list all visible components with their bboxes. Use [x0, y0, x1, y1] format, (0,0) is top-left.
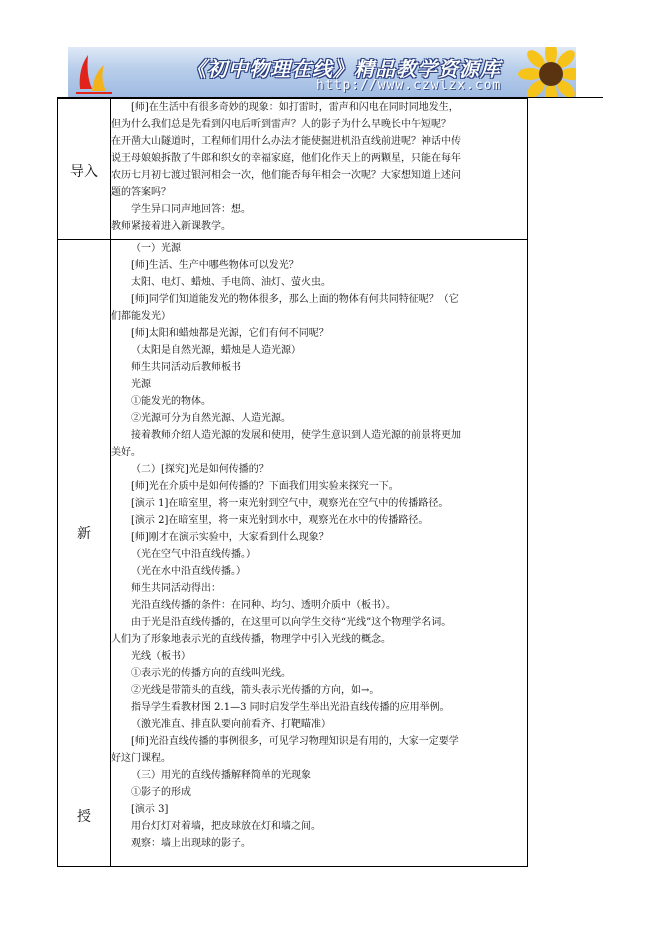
text-line: 师生共同活动后教师板书 [131, 362, 241, 373]
header-banner [68, 47, 576, 97]
text-line: 教师紧接着进入新课教学。 [111, 221, 231, 232]
text-line: （光在水中沿直线传播。） [131, 566, 246, 577]
banner-title: 《初中物理在线》精品教学资源库 [186, 57, 501, 81]
lesson-table [57, 98, 528, 867]
intro-row [58, 99, 528, 240]
text-line: 光沿直线传播的条件：在同种、均匀、透明介质中（板书）。 [131, 600, 396, 611]
text-line: ①能发光的物体。 [131, 396, 211, 407]
text-line: 光源 [131, 379, 151, 390]
text-line: 题的答案吗？ [111, 187, 171, 198]
text-line: 师生共同活动得出： [131, 583, 221, 594]
text-line: 们都能发光） [111, 311, 171, 322]
new-lesson-row [58, 240, 528, 867]
text-line: 在开凿大山隧道时，工程师们用什么办法才能使掘进机沿直线前进呢？神话中传 [111, 136, 461, 147]
text-line: （一）光源 [131, 243, 181, 254]
text-line: 但为什么我们总是先看到闪电后听到雷声？人的影子为什么早晚长中午短呢？ [111, 119, 451, 130]
text-line: [师]同学们知道能发光的物体很多，那么上面的物体有何共同特征呢？（它 [131, 294, 459, 305]
text-line: （光在空气中沿直线传播。） [131, 549, 256, 560]
text-line: 人们为了形象地表示光的直线传播，物理学中引入光线的概念。 [111, 634, 391, 645]
text-line: [师]太阳和蜡烛都是光源，它们有何不同呢？ [131, 328, 329, 339]
text-line: 光线（板书） [131, 651, 191, 662]
text-line: 用台灯灯对着墙，把皮球放在灯和墙之间。 [131, 821, 321, 832]
section-label-intro: 导入 [70, 164, 98, 180]
text-line: [演示 1]在暗室里，将一束光射到空气中，观察光在空气中的传播路径。 [131, 498, 449, 509]
sunflower-icon [516, 47, 576, 97]
text-line: ①影子的形成 [131, 787, 191, 798]
text-line: 好这门课程。 [111, 753, 171, 764]
new-lesson-content [111, 240, 528, 867]
text-line: ①表示光的传播方向的直线叫光线。 [131, 668, 291, 679]
text-line: ②光线是带箭头的直线，箭头表示光传播的方向，如→。 [131, 685, 380, 696]
text-line: 接着教师介绍人造光源的发展和使用，使学生意识到人造光源的前景将更加 [131, 430, 461, 441]
text-line: [师]光在介质中是如何传播的？下面我们用实验来探究一下。 [131, 481, 399, 492]
text-line: （三）用光的直线传播解释简单的光现象 [131, 770, 311, 781]
section-label-new: 新 [77, 526, 91, 542]
text-line: 美好。 [111, 447, 141, 458]
text-line: 由于光是沿直线传播的，在这里可以向学生交待“光线”这个物理学名词。 [131, 617, 452, 628]
text-line: （二）[探究]光是如何传播的？ [131, 464, 269, 475]
text-line: [演示 3] [131, 804, 169, 815]
text-line: [师]生活、生产中哪些物体可以发光？ [131, 260, 299, 271]
text-line: [师]刚才在演示实验中，大家看到什么现象？ [131, 532, 329, 543]
text-line: [师]在生活中有很多奇妙的现象：如打雷时，雷声和闪电在同时同地发生， [131, 102, 459, 113]
text-line: （激光准直、排直队要向前看齐、打靶瞄准） [131, 719, 331, 730]
text-line: [演示 2]在暗室里，将一束光射到水中，观察光在水中的传播路径。 [131, 515, 429, 526]
text-line: 说王母娘娘拆散了牛郎和织女的幸福家庭，他们化作天上的两颗星，只能在每年 [111, 153, 461, 164]
intro-content [111, 99, 528, 240]
text-line: 太阳、电灯、蜡烛、手电筒、油灯、萤火虫。 [131, 277, 331, 288]
banner-url: http://www.czwlzx.com [316, 78, 502, 93]
new-lesson-label-cell [58, 240, 111, 867]
text-line: [师]光沿直线传播的事例很多，可见学习物理知识是有用的，大家一定要学 [131, 736, 459, 747]
text-line: 学生异口同声地回答：想。 [131, 204, 251, 215]
text-line: （太阳是自然光源，蜡烛是人造光源） [131, 345, 301, 356]
text-line: 观察：墙上出现球的影子。 [131, 838, 251, 849]
text-line: ②光源可分为自然光源、人造光源。 [131, 413, 291, 424]
section-label-lesson: 授 [77, 809, 91, 825]
logo-icon [74, 49, 114, 95]
intro-label-cell [58, 99, 111, 240]
text-line: 指导学生看教材图 2.1—3 同时启发学生举出光沿直线传播的应用举例。 [131, 702, 450, 713]
text-line: 农历七月初七渡过银河相会一次，他们能否每年相会一次呢？大家想知道上述问 [111, 170, 461, 181]
